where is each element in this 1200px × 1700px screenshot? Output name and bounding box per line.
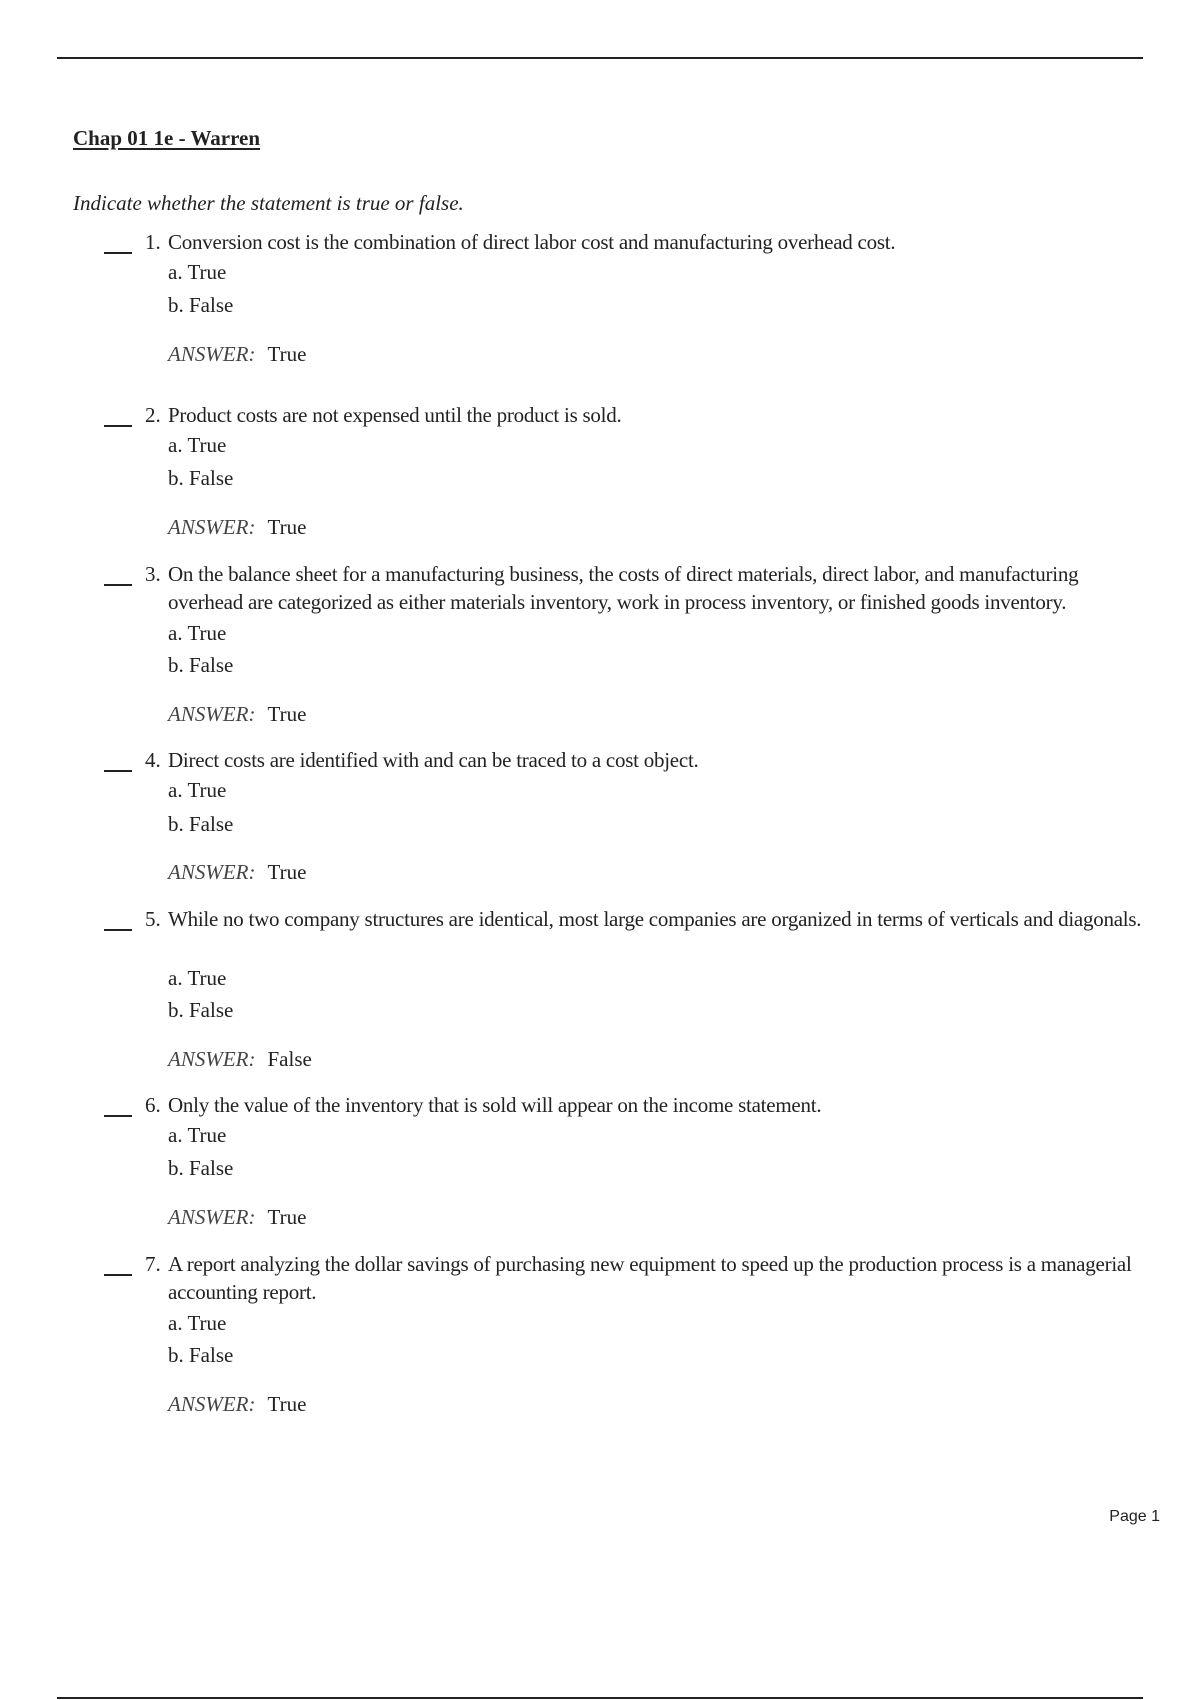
choice-a[interactable]: a. True <box>168 778 227 802</box>
answer-blank[interactable] <box>104 252 132 254</box>
choice-a[interactable]: a. True <box>168 260 227 284</box>
answer-blank[interactable] <box>104 770 132 772</box>
answer-line <box>168 340 306 368</box>
answer-label: ANSWER: <box>168 1392 256 1416</box>
answer-label: ANSWER: <box>168 342 256 366</box>
question-text: Product costs are not expensed until the product is sold. <box>168 403 622 427</box>
answer-value: True <box>267 860 307 884</box>
choice-b[interactable]: b. False <box>168 293 234 317</box>
answer-label: ANSWER: <box>168 515 256 539</box>
answer-blank[interactable] <box>104 584 132 586</box>
choice-a[interactable]: a. True <box>168 966 227 990</box>
question-text: A report analyzing the dollar savings of purchasing new equipment to speed up the production process is a managerial accounting report. <box>168 1252 1132 1304</box>
choice-a[interactable]: a. True <box>168 1123 227 1147</box>
answer-line <box>168 1390 306 1418</box>
choice-b[interactable]: b. False <box>168 812 234 836</box>
choice-b[interactable]: b. False <box>168 1156 234 1180</box>
answer-value: True <box>267 702 307 726</box>
answer-blank[interactable] <box>104 929 132 931</box>
answer-value: True <box>267 515 307 539</box>
answer-blank[interactable] <box>104 1274 132 1276</box>
choice-b[interactable]: b. False <box>168 653 234 677</box>
question-number: 7. <box>145 1252 161 1276</box>
answer-blank[interactable] <box>104 425 132 427</box>
choice-a[interactable]: a. True <box>168 433 227 457</box>
choice-a[interactable]: a. True <box>168 1311 227 1335</box>
choice-b[interactable]: b. False <box>168 466 234 490</box>
answer-value: True <box>267 1205 307 1229</box>
top-rule <box>57 57 1143 59</box>
answer-value: True <box>267 342 307 366</box>
answer-value: True <box>267 1392 307 1416</box>
question-text: Direct costs are identified with and can be traced to a cost object. <box>168 748 699 772</box>
answer-value: False <box>267 1047 312 1071</box>
question-number: 5. <box>145 907 161 931</box>
answer-blank[interactable] <box>104 1115 132 1117</box>
answer-line <box>168 513 306 541</box>
answer-label: ANSWER: <box>168 860 256 884</box>
answer-line <box>168 700 306 728</box>
page-number: Page 1 <box>1109 1508 1160 1525</box>
answer-line <box>168 1045 312 1073</box>
document-title: Chap 01 1e - Warren <box>73 126 261 150</box>
answer-line <box>168 1203 306 1231</box>
question-number: 3. <box>145 562 161 586</box>
question-text: On the balance sheet for a manufacturing business, the costs of direct materials, direct labor, and manufacturing overhead are categorized as either materials inventory, work in process inventory, or finished goods inventory. <box>168 562 1079 614</box>
question-number: 4. <box>145 748 161 772</box>
answer-line <box>168 858 306 886</box>
choice-b[interactable]: b. False <box>168 998 234 1022</box>
question-number: 1. <box>145 230 161 254</box>
answer-label: ANSWER: <box>168 1047 256 1071</box>
question-text: Conversion cost is the combination of direct labor cost and manufacturing overhead cost. <box>168 230 896 254</box>
question-number: 6. <box>145 1093 161 1117</box>
choice-a[interactable]: a. True <box>168 621 227 645</box>
question-text: While no two company structures are identical, most large companies are organized in terms of verticals and diagonals. <box>168 907 1142 931</box>
instructions: Indicate whether the statement is true or false. <box>73 191 464 215</box>
choice-b[interactable]: b. False <box>168 1343 234 1367</box>
question-text: Only the value of the inventory that is sold will appear on the income statement. <box>168 1093 822 1117</box>
answer-label: ANSWER: <box>168 702 256 726</box>
bottom-rule <box>57 1697 1143 1699</box>
answer-label: ANSWER: <box>168 1205 256 1229</box>
question-number: 2. <box>145 403 161 427</box>
